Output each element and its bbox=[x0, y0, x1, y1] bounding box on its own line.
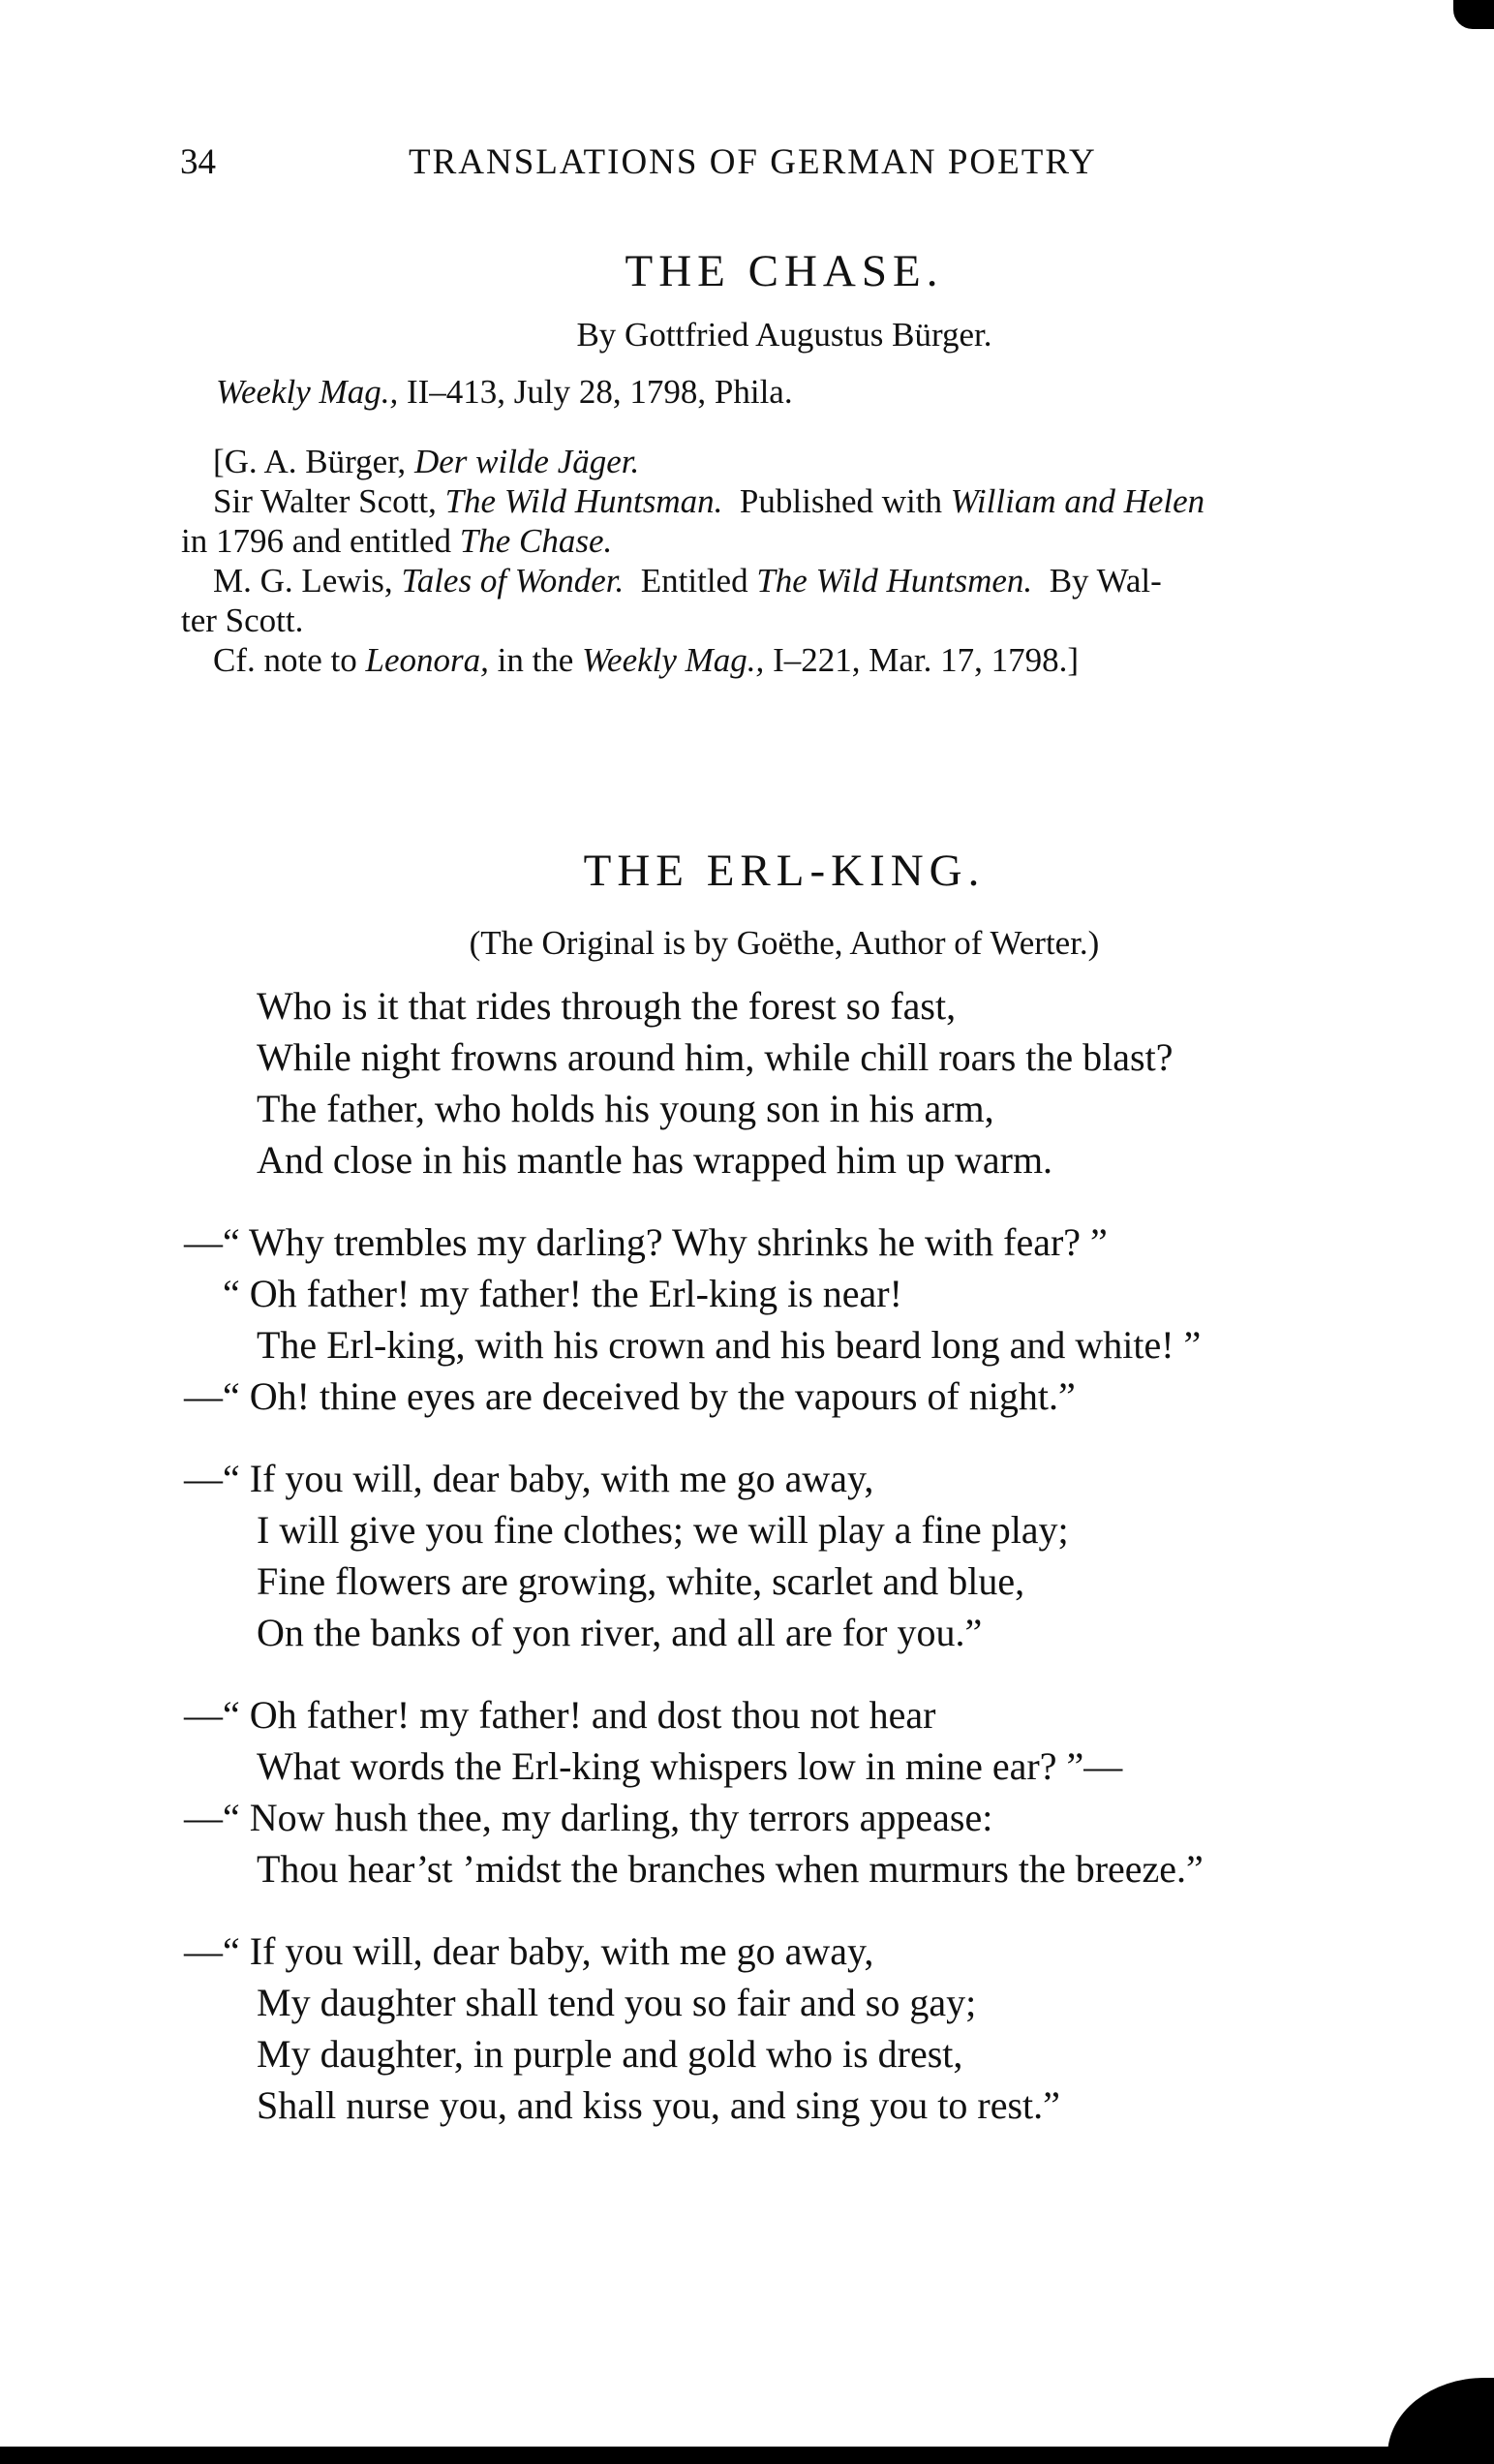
verse-line: —“ Oh father! my father! and dost thou not hear bbox=[184, 1693, 936, 1737]
note-text: Published with bbox=[722, 482, 951, 520]
verse-line: What words the Erl-king whispers low in mine ear? ”— bbox=[257, 1744, 1123, 1788]
verse-line: Shall nurse you, and kiss you, and sing you to rest.” bbox=[257, 2083, 1060, 2127]
verse-line: The father, who holds his young son in his arm, bbox=[257, 1087, 994, 1130]
verse-line: I will give you fine clothes; we will play a fine play; bbox=[257, 1508, 1069, 1552]
verse-line: On the banks of yon river, and all are for you.” bbox=[257, 1611, 983, 1654]
note-text: M. G. Lewis, bbox=[213, 562, 402, 600]
note-text: in 1796 and entitled bbox=[181, 522, 460, 560]
verse-line: While night frowns around him, while chill roars the blast? bbox=[257, 1035, 1174, 1079]
verse-line: Fine flowers are growing, white, scarlet and blue, bbox=[257, 1559, 1025, 1603]
note-italic-title: The Wild Huntsman. bbox=[444, 482, 723, 520]
chase-title: THE CHASE. bbox=[625, 246, 944, 296]
verse-line: Thou hear’st ’midst the branches when murmurs the breeze.” bbox=[257, 1847, 1204, 1891]
chase-source bbox=[216, 373, 793, 412]
note-italic-title: The Chase. bbox=[459, 522, 613, 560]
note-text: Sir Walter Scott, bbox=[213, 482, 445, 520]
chase-note-line bbox=[213, 482, 1204, 521]
verse-line: —“ Why trembles my darling? Why shrinks he with fear? ” bbox=[184, 1220, 1108, 1264]
chase-note-line bbox=[213, 641, 1079, 680]
note-italic-title: Der wilde Jäger. bbox=[413, 443, 640, 480]
note-text: [G. A. Bürger, bbox=[213, 443, 414, 480]
chase-note-line bbox=[213, 562, 1162, 601]
source-details: II–413, July 28, 1798, Phila. bbox=[398, 373, 793, 411]
verse-line: —“ Oh! thine eyes are deceived by the vapours of night.” bbox=[184, 1374, 1076, 1418]
note-italic-title: Tales of Wonder. bbox=[401, 562, 625, 600]
note-text: Entitled bbox=[624, 562, 757, 600]
chase-byline: By Gottfried Augustus Bürger. bbox=[576, 316, 992, 354]
verse-line: My daughter, in purple and gold who is drest, bbox=[257, 2032, 963, 2076]
verse-line: My daughter shall tend you so fair and so gay; bbox=[257, 1981, 977, 2024]
page-bottom-edge bbox=[0, 2447, 1494, 2464]
erlking-title: THE ERL-KING. bbox=[583, 846, 986, 896]
note-italic-title: Weekly Mag., bbox=[582, 641, 765, 679]
note-text: By Wal- bbox=[1032, 562, 1162, 600]
verse-line: —“ If you will, dear baby, with me go away, bbox=[184, 1929, 874, 1973]
note-text: Cf. note to bbox=[213, 641, 366, 679]
chase-note-line bbox=[181, 522, 612, 561]
erlking-byline: (The Original is by Goëthe, Author of Werter.) bbox=[469, 924, 1100, 962]
note-italic-title: William and Helen bbox=[950, 482, 1205, 520]
chase-note-line: ter Scott. bbox=[181, 601, 304, 639]
source-journal: Weekly Mag., bbox=[216, 373, 399, 411]
note-text: I–221, Mar. 17, 1798.] bbox=[764, 641, 1080, 679]
page-edge-curl bbox=[1387, 2378, 1494, 2455]
page-number: 34 bbox=[180, 142, 216, 182]
note-italic-title: The Wild Huntsmen. bbox=[756, 562, 1033, 600]
chase-note-line bbox=[213, 443, 639, 481]
verse-line: The Erl-king, with his crown and his beard long and white! ” bbox=[257, 1323, 1202, 1367]
verse-line: Who is it that rides through the forest so fast, bbox=[257, 984, 957, 1028]
running-title: TRANSLATIONS OF GERMAN POETRY bbox=[409, 142, 1097, 182]
verse-line: And close in his mantle has wrapped him up warm. bbox=[257, 1138, 1053, 1182]
page-corner-mark bbox=[1453, 0, 1494, 29]
verse-line: —“ Now hush thee, my darling, thy terrors appease: bbox=[184, 1796, 993, 1839]
running-head bbox=[0, 141, 1494, 190]
note-italic-title: Leonora, bbox=[365, 641, 489, 679]
verse-line: —“ If you will, dear baby, with me go away, bbox=[184, 1457, 874, 1500]
note-text: in the bbox=[488, 641, 583, 679]
verse-line: “ Oh father! my father! the Erl-king is near! bbox=[223, 1272, 902, 1315]
